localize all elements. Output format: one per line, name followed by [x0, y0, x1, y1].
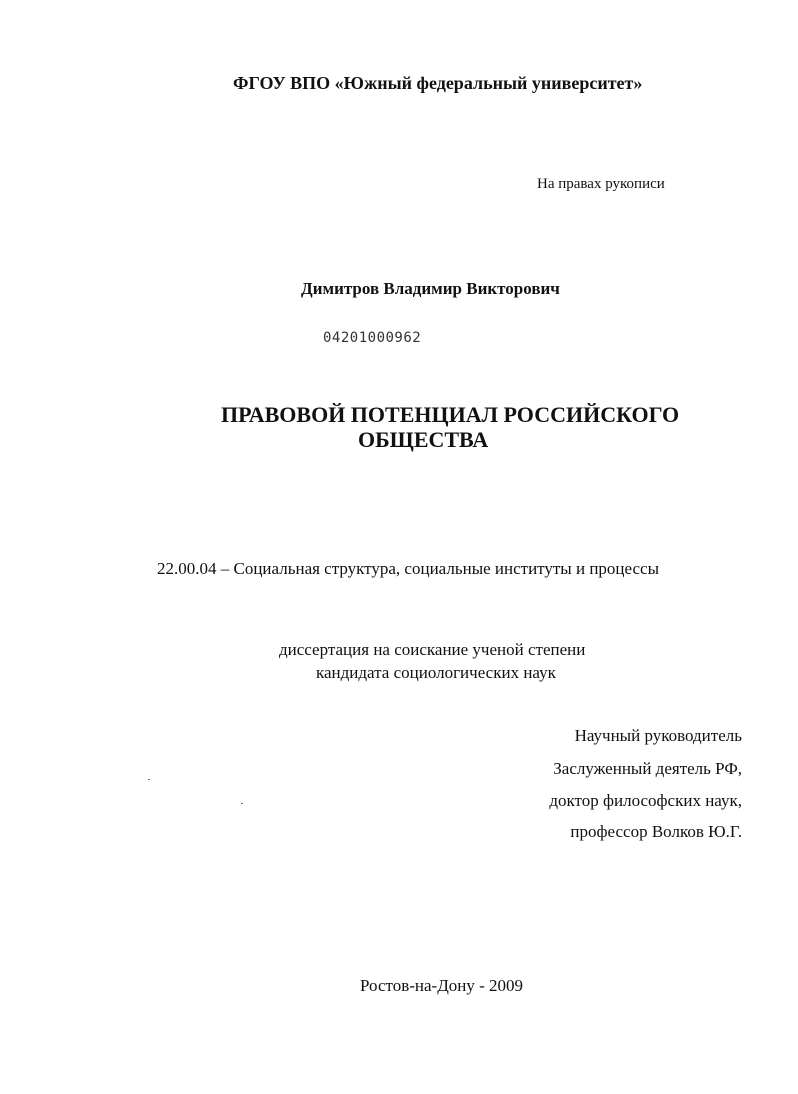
- supervisor-honor: Заслуженный деятель РФ,: [553, 759, 742, 778]
- manuscript-note: На правах рукописи: [537, 176, 665, 192]
- supervisor-name: профессор Волков Ю.Г.: [570, 822, 742, 841]
- university-name: ФГОУ ВПО «Южный федеральный университет»: [233, 73, 643, 93]
- place-and-year: Ростов-на-Дону - 2009: [360, 976, 524, 995]
- specialty-code: 22.00.04 – Социальная структура, социальные институты и процессы: [157, 559, 660, 578]
- degree-line-1: диссертация на соискание ученой степени: [279, 640, 586, 659]
- registration-number: 04201000962: [323, 330, 422, 346]
- scan-speck: [148, 779, 150, 780]
- author-name: Димитров Владимир Викторович: [301, 279, 560, 298]
- supervisor-degree: доктор философских наук,: [549, 791, 742, 810]
- scan-speck: [241, 803, 243, 804]
- degree-line-2: кандидата социологических наук: [316, 663, 556, 682]
- title-line-2: ОБЩЕСТВА: [358, 427, 489, 452]
- supervisor-role: Научный руководитель: [574, 726, 742, 745]
- title-line-1: ПРАВОВОЙ ПОТЕНЦИАЛ РОССИЙСКОГО: [221, 402, 680, 427]
